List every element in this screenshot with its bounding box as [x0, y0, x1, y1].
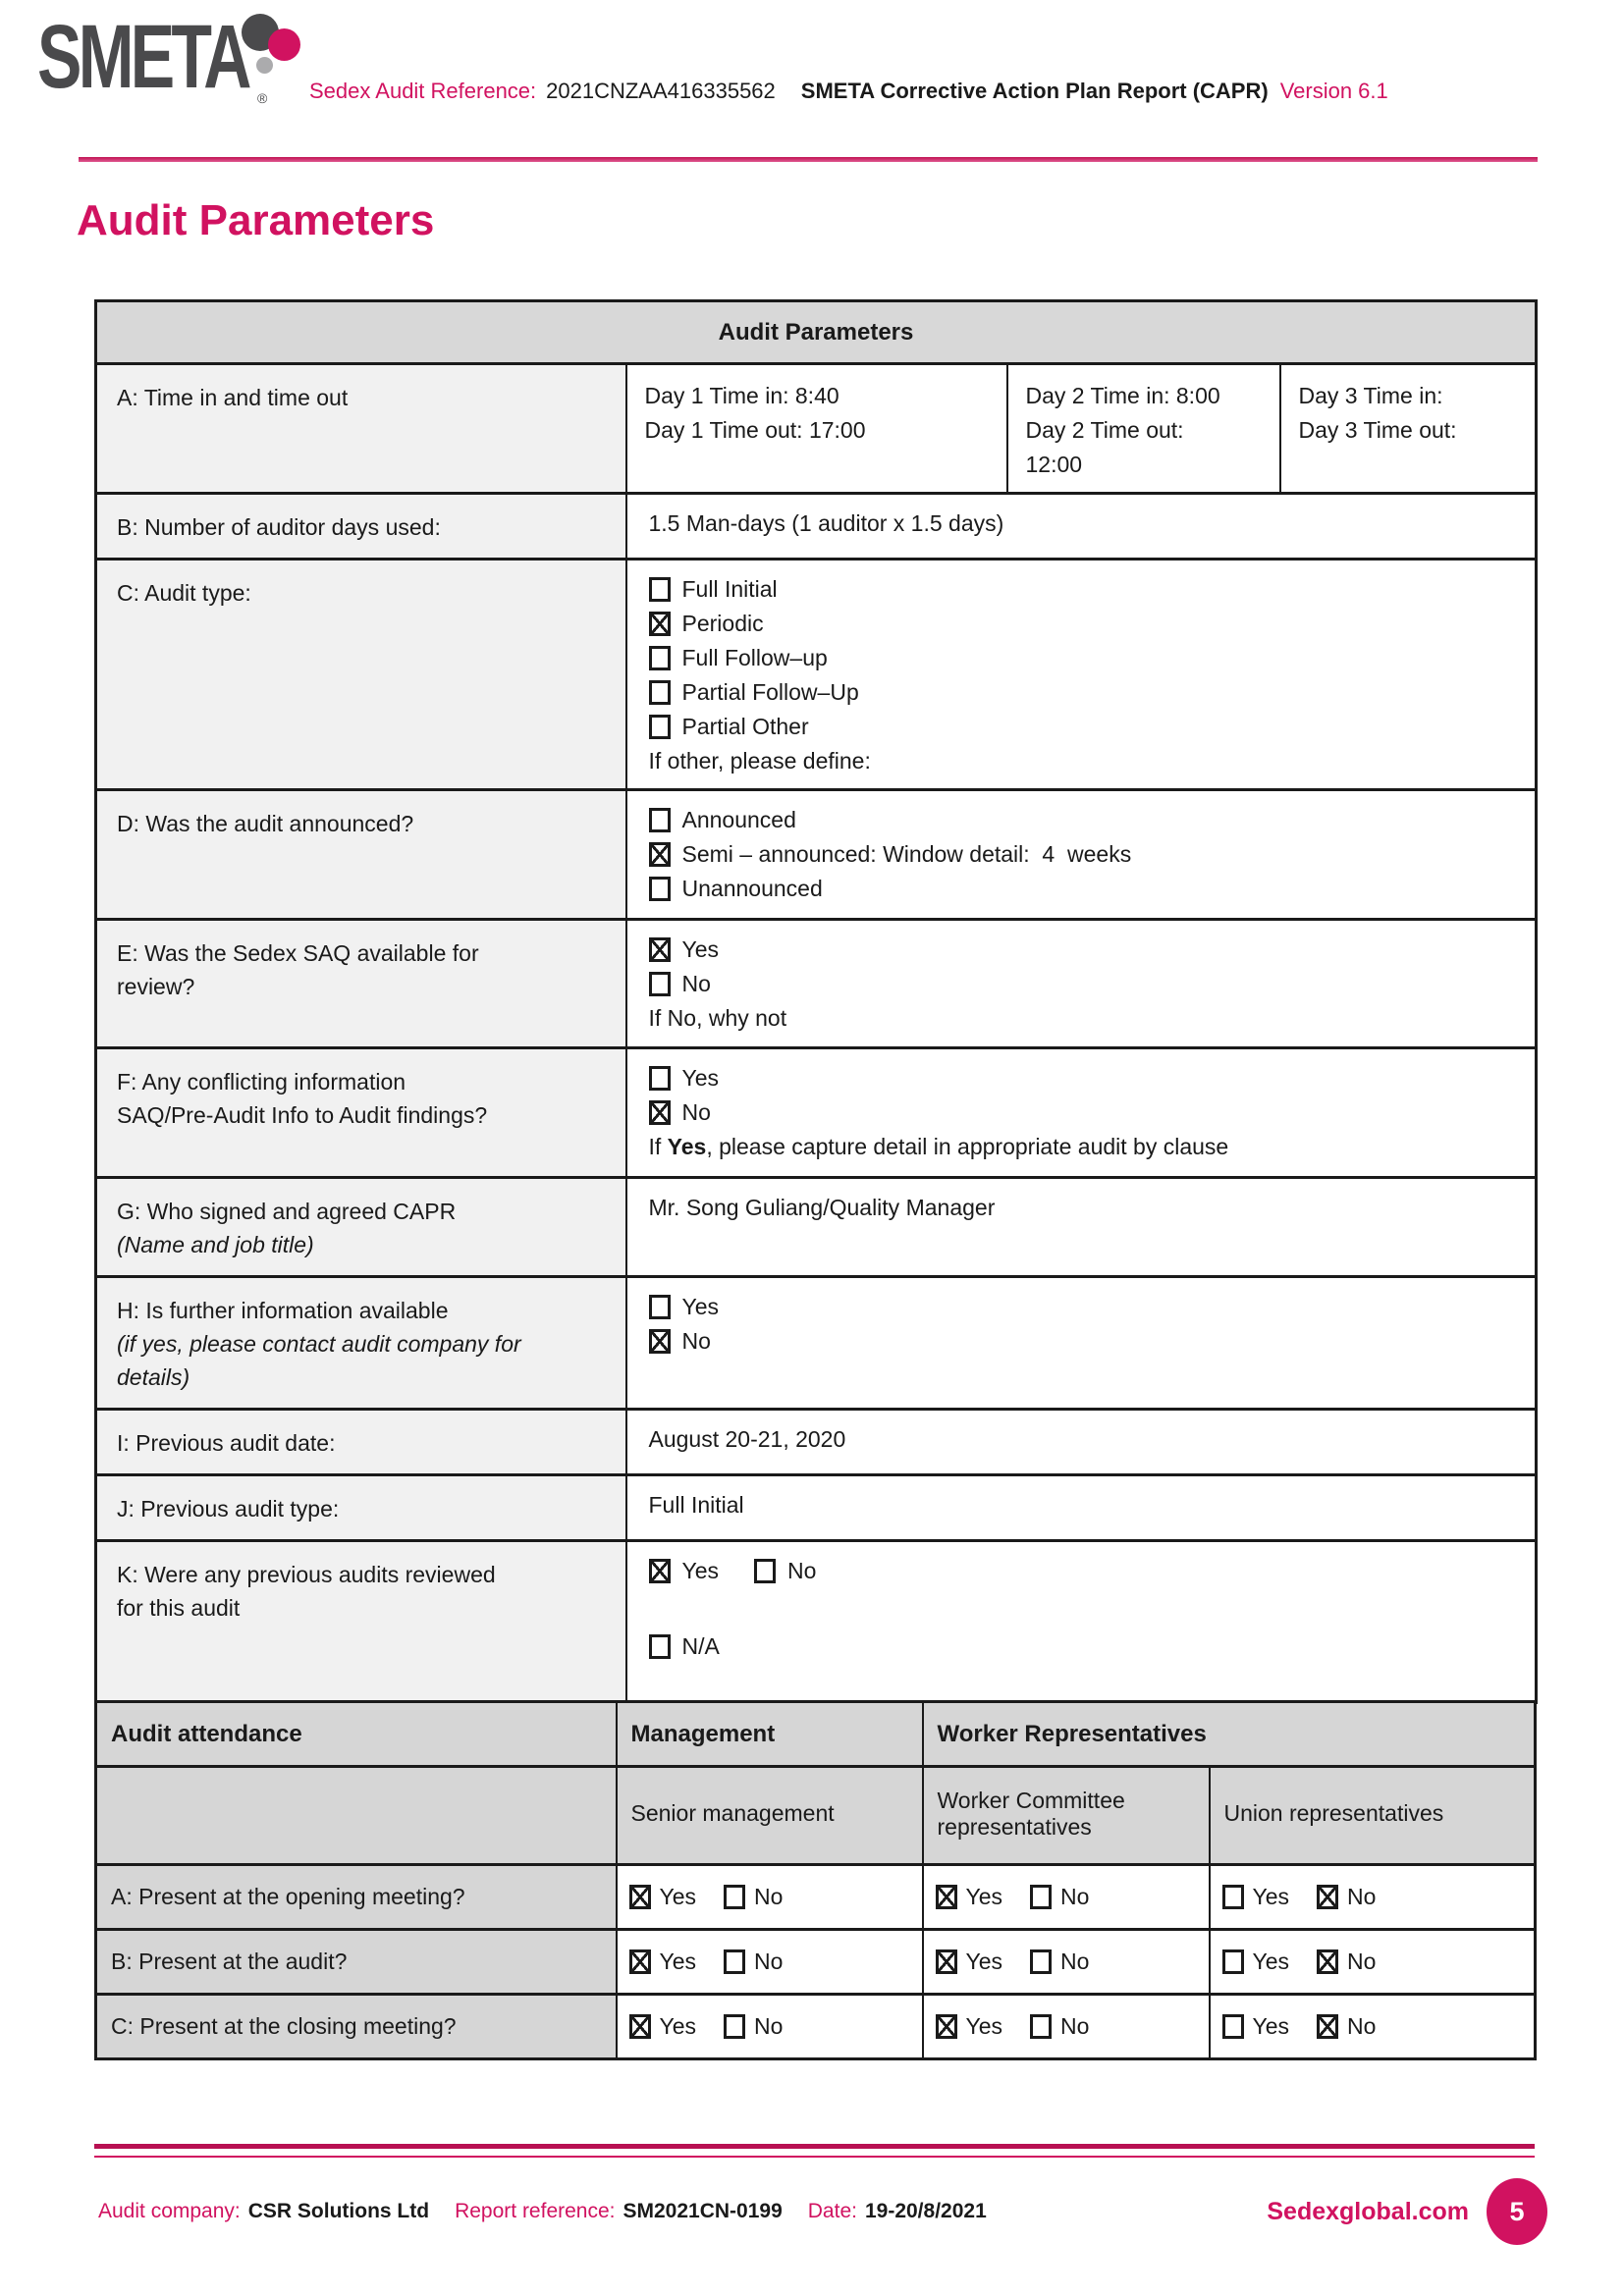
- no-label: No: [1347, 1884, 1377, 1909]
- checkbox-announced[interactable]: [649, 808, 671, 832]
- checkbox-option: [649, 933, 1520, 967]
- params-row-K-label: [96, 1541, 626, 1703]
- yes-no-group: [936, 1949, 1197, 1975]
- audit-attendance-table: [94, 1700, 1537, 2060]
- checkbox-option: [649, 967, 1520, 1001]
- no-option: [1030, 1949, 1089, 1975]
- checkbox-periodic-checked[interactable]: [649, 612, 671, 636]
- text: Mr. Song Guliang/Quality Manager: [648, 1195, 996, 1220]
- checkbox-full-initial[interactable]: [649, 577, 671, 602]
- checkbox-yes-checked[interactable]: [629, 1885, 651, 1909]
- value-line: Day 2 Time out:: [1025, 417, 1184, 443]
- params-row-K-value: [626, 1541, 1537, 1703]
- checkbox-no[interactable]: [724, 1885, 745, 1909]
- label-line: K: Were any previous audits reviewed: [117, 1562, 496, 1587]
- spacer: [649, 1588, 1520, 1629]
- checkbox-label: Partial Follow–Up: [681, 679, 859, 705]
- report-version: Version 6.1: [1279, 79, 1388, 103]
- checkbox-yes[interactable]: [1222, 1885, 1244, 1909]
- checkbox-option: [649, 675, 1520, 710]
- attendance-row-label: C: Present at the closing meeting?: [96, 1995, 617, 2059]
- attendance-cell: [617, 1930, 923, 1995]
- no-option: [1317, 1884, 1376, 1910]
- no-label: No: [1347, 1949, 1377, 1974]
- checkbox-yes[interactable]: [1222, 1949, 1244, 1974]
- footer-divider: [94, 2144, 1535, 2158]
- label-line: F: Any conflicting information: [117, 1069, 406, 1095]
- params-row-G-value: [626, 1178, 1537, 1277]
- attendance-cell: [617, 1995, 923, 2059]
- params-row-J-value: [626, 1475, 1537, 1541]
- no-option: [724, 1884, 783, 1910]
- label-line: D: Was the audit announced?: [117, 811, 414, 836]
- footer-brand: [1267, 2178, 1547, 2245]
- attendance-row-label: B: Present at the audit?: [96, 1930, 617, 1995]
- attendance-cell: [1210, 1995, 1536, 2059]
- params-row-H-label: [96, 1277, 626, 1410]
- attendance-subheader-worker-committee-representatives: Worker Committee representatives: [923, 1767, 1210, 1865]
- label-line: (Name and job title): [117, 1232, 314, 1257]
- report-reference-label: Report reference:: [455, 2200, 616, 2222]
- checkbox-row: [649, 1554, 1520, 1588]
- value-line: 12:00: [1025, 452, 1083, 477]
- text: 1.5 Man-days (1 auditor x 1.5 days): [648, 510, 1004, 536]
- checkbox-option: [649, 1290, 1520, 1324]
- yes-no-group: [936, 2013, 1197, 2040]
- label-line: G: Who signed and agreed CAPR: [117, 1199, 457, 1224]
- yes-no-group: [1222, 1884, 1523, 1910]
- checkbox-no[interactable]: [724, 1949, 745, 1974]
- value-line: [649, 1422, 1520, 1457]
- params-row-D-label: [96, 790, 626, 920]
- checkbox-option: [649, 710, 1520, 744]
- checkbox-label: Yes: [681, 1294, 720, 1319]
- checkbox-no[interactable]: [1030, 2014, 1052, 2039]
- label-line: H: Is further information available: [117, 1298, 449, 1323]
- params-row-G-label: [96, 1178, 626, 1277]
- checkbox-label: Yes: [681, 1558, 720, 1583]
- value-line: Day 1 Time out: 17:00: [644, 417, 866, 443]
- params-row-B-value: [626, 494, 1537, 560]
- attendance-cell: [1210, 1930, 1536, 1995]
- params-row-C-label: [96, 560, 626, 790]
- value-line: [649, 1488, 1520, 1522]
- params-row-H: [96, 1277, 1537, 1410]
- checkbox-label: Periodic: [681, 611, 764, 636]
- checkbox-yes-checked[interactable]: [936, 1949, 957, 1974]
- audit-reference-label: Sedex Audit Reference:: [309, 79, 537, 103]
- checkbox-label: No: [681, 1328, 711, 1354]
- logo-circle-light-icon: [256, 57, 273, 74]
- params-row-I-value: [626, 1410, 1537, 1475]
- yes-option: [1222, 1949, 1290, 1975]
- checkbox-option: [649, 1095, 1520, 1130]
- checkbox-no-checked[interactable]: [1317, 1885, 1338, 1909]
- params-table-header-row: [96, 301, 1537, 364]
- text: If other, please define:: [648, 748, 871, 774]
- text: Full Initial: [648, 1492, 744, 1518]
- bold-text: Yes: [667, 1134, 707, 1159]
- params-row-H-value: [626, 1277, 1537, 1410]
- checkbox-option: [649, 837, 1520, 872]
- checkbox-label: No: [681, 1099, 711, 1125]
- params-row-B-label: [96, 494, 626, 560]
- value-line: Day 1 Time in: 8:40: [644, 383, 839, 408]
- value-line: [649, 507, 1520, 541]
- params-row-F-label: [96, 1048, 626, 1178]
- footer-references: [98, 2200, 1012, 2223]
- no-option: [1317, 1949, 1376, 1975]
- params-row-I: [96, 1410, 1537, 1475]
- yes-no-group: [1222, 2013, 1523, 2040]
- yes-option: [629, 2013, 697, 2040]
- yes-label: Yes: [965, 2013, 1003, 2039]
- label-line: for this audit: [117, 1595, 241, 1621]
- no-label: No: [1060, 1949, 1090, 1974]
- checkbox-no-checked[interactable]: [649, 1329, 671, 1354]
- yes-label: Yes: [659, 1949, 697, 1974]
- params-table-title: Audit Parameters: [96, 301, 1537, 364]
- checkbox-option: [649, 572, 1520, 607]
- checkbox-option: [649, 607, 1520, 641]
- checkbox-label: Unannounced: [681, 876, 823, 901]
- checkbox-option: [649, 1324, 1520, 1359]
- attendance-subheader-union-representatives: Union representatives: [1210, 1767, 1536, 1865]
- params-row-F-value: [626, 1048, 1537, 1178]
- label-line: J: Previous audit type:: [117, 1496, 340, 1522]
- yes-option: [936, 1884, 1003, 1910]
- attendance-header-row-2: [96, 1767, 1536, 1865]
- yes-label: Yes: [965, 1884, 1003, 1909]
- attendance-cell: [923, 1995, 1210, 2059]
- checkbox-yes[interactable]: [649, 1295, 671, 1319]
- value-line: [649, 1191, 1520, 1225]
- label-line: (if yes, please contact audit company for: [117, 1331, 521, 1357]
- label-line: C: Audit type:: [117, 580, 251, 606]
- audit-parameters-table: [94, 299, 1538, 1704]
- params-row-D-value: [626, 790, 1537, 920]
- checkbox-label: Semi – announced: Window detail: 4 weeks: [681, 841, 1132, 867]
- page-title: Audit Parameters: [77, 196, 435, 244]
- params-row-C-value: [626, 560, 1537, 790]
- report-reference-value: SM2021CN-0199: [623, 2200, 783, 2222]
- checkbox-no[interactable]: [1030, 1885, 1052, 1909]
- yes-label: Yes: [1252, 2013, 1290, 2039]
- yes-label: Yes: [1252, 1949, 1290, 1974]
- no-option: [724, 2013, 783, 2040]
- checkbox-no[interactable]: [724, 2014, 745, 2039]
- checkbox-yes[interactable]: [649, 1066, 671, 1091]
- yes-no-group: [629, 1949, 910, 1975]
- attendance-title: Audit attendance: [96, 1702, 617, 1767]
- params-row-E-value: [626, 920, 1537, 1048]
- yes-no-group: [629, 1884, 910, 1910]
- checkbox-yes-checked[interactable]: [629, 2014, 651, 2039]
- text: If: [648, 1134, 668, 1159]
- checkbox-option: [649, 1629, 1520, 1664]
- no-option: [724, 1949, 783, 1975]
- attendance-cell: [617, 1865, 923, 1930]
- checkbox-label: Yes: [681, 1065, 720, 1091]
- checkbox-full-follow-up[interactable]: [649, 646, 671, 670]
- checkbox-option: [649, 1061, 1520, 1095]
- audit-company-label: Audit company:: [98, 2200, 241, 2222]
- value-line: [649, 1001, 1520, 1036]
- checkbox-option: [649, 803, 1520, 837]
- checkbox-semi-announced-window-detail-4-weeks-checked[interactable]: [649, 842, 671, 867]
- params-row-I-label: [96, 1410, 626, 1475]
- checkbox-label: Yes: [681, 936, 720, 962]
- attendance-cell: [923, 1930, 1210, 1995]
- no-label: No: [1060, 2013, 1090, 2039]
- attendance-row-c: [96, 1995, 1536, 2059]
- label-line: B: Number of auditor days used:: [117, 514, 441, 540]
- checkbox-no[interactable]: [649, 972, 671, 996]
- yes-option: [936, 1949, 1003, 1975]
- checkbox-option: [649, 1558, 720, 1584]
- params-row-J-label: [96, 1475, 626, 1541]
- checkbox-n-a[interactable]: [649, 1634, 671, 1659]
- checkbox-no-checked[interactable]: [649, 1100, 671, 1125]
- value-line: Day 2 Time in: 8:00: [1025, 383, 1220, 408]
- attendance-col-management: Management: [617, 1702, 923, 1767]
- checkbox-unannounced[interactable]: [649, 877, 671, 901]
- yes-label: Yes: [659, 2013, 697, 2039]
- checkbox-label: Full Follow–up: [681, 645, 828, 670]
- attendance-cell: [1210, 1865, 1536, 1930]
- page-number-badge: 5: [1487, 2178, 1547, 2245]
- checkbox-label: N/A: [681, 1633, 720, 1659]
- checkbox-yes-checked[interactable]: [936, 2014, 957, 2039]
- audit-reference-value: 2021CNZAA416335562: [546, 79, 776, 103]
- params-row-A-cell-2: [1007, 364, 1280, 494]
- yes-no-group: [1222, 1949, 1523, 1975]
- label-line: I: Previous audit date:: [117, 1430, 336, 1456]
- no-label: No: [1347, 2013, 1377, 2039]
- params-row-E-label: [96, 920, 626, 1048]
- attendance-row-b: [96, 1930, 1536, 1995]
- attendance-row-a: [96, 1865, 1536, 1930]
- yes-option: [1222, 2013, 1290, 2040]
- audit-company-value: CSR Solutions Ltd: [247, 2200, 430, 2222]
- no-label: No: [754, 1884, 784, 1909]
- no-option: [1030, 1884, 1089, 1910]
- params-row-E: [96, 920, 1537, 1048]
- checkbox-label: No: [787, 1558, 817, 1583]
- no-option: [1030, 2013, 1089, 2040]
- footer: [98, 2177, 1547, 2246]
- params-row-G: [96, 1178, 1537, 1277]
- yes-option: [936, 2013, 1003, 2040]
- params-row-A-cell-3: [1280, 364, 1537, 494]
- value-line: Day 3 Time out:: [1298, 417, 1457, 443]
- checkbox-label: Full Initial: [681, 576, 778, 602]
- date-label: Date:: [807, 2200, 857, 2222]
- checkbox-partial-follow-up[interactable]: [649, 680, 671, 705]
- params-row-C: [96, 560, 1537, 790]
- header-meta: [309, 79, 1388, 104]
- yes-label: Yes: [1252, 1884, 1290, 1909]
- attendance-row-label: A: Present at the opening meeting?: [96, 1865, 617, 1930]
- value-line: Day 3 Time in:: [1298, 383, 1443, 408]
- yes-option: [629, 1884, 697, 1910]
- checkbox-partial-other[interactable]: [649, 715, 671, 739]
- registered-trademark-icon: ®: [257, 90, 268, 106]
- attendance-cell: [923, 1865, 1210, 1930]
- yes-label: Yes: [659, 1884, 697, 1909]
- label-line: review?: [117, 974, 195, 999]
- params-row-D: [96, 790, 1537, 920]
- yes-no-group: [629, 2013, 910, 2040]
- params-row-B: [96, 494, 1537, 560]
- no-option: [1317, 2013, 1376, 2040]
- label-line: E: Was the Sedex SAQ available for: [117, 940, 479, 966]
- text: , please capture detail in appropriate audit by clause: [706, 1134, 1229, 1159]
- checkbox-label: No: [681, 971, 711, 996]
- checkbox-yes-checked[interactable]: [649, 1559, 671, 1583]
- no-label: No: [754, 1949, 784, 1974]
- smeta-logo-text: SMETA: [37, 7, 248, 107]
- checkbox-option: [649, 872, 1520, 906]
- checkbox-option: [754, 1558, 816, 1584]
- yes-option: [629, 1949, 697, 1975]
- checkbox-no[interactable]: [754, 1559, 776, 1583]
- checkbox-yes[interactable]: [1222, 2014, 1244, 2039]
- label-line: details): [117, 1364, 190, 1390]
- text: August 20-21, 2020: [648, 1426, 846, 1452]
- checkbox-no[interactable]: [1030, 1949, 1052, 1974]
- checkbox-option: [649, 641, 1520, 675]
- label-line: A: Time in and time out: [117, 385, 349, 410]
- smeta-logo: [37, 7, 361, 124]
- attendance-col-worker-representatives: Worker Representatives: [923, 1702, 1536, 1767]
- yes-label: Yes: [965, 1949, 1003, 1974]
- date-value: 19-20/8/2021: [864, 2200, 987, 2222]
- checkbox-label: Partial Other: [681, 714, 809, 739]
- params-row-A-label: [96, 364, 626, 494]
- yes-option: [1222, 1884, 1290, 1910]
- text: If No, why not: [648, 1005, 787, 1031]
- checkbox-no-checked[interactable]: [1317, 2014, 1338, 2039]
- params-row-A-cell-1: [626, 364, 1007, 494]
- checkbox-label: Announced: [681, 807, 796, 832]
- value-line: [649, 1130, 1520, 1164]
- params-row-J: [96, 1475, 1537, 1541]
- attendance-subheader-senior-management: Senior management: [617, 1767, 923, 1865]
- checkbox-no-checked[interactable]: [1317, 1949, 1338, 1974]
- logo-circle-pink-icon: [268, 28, 300, 61]
- header-divider: [79, 157, 1538, 162]
- report-title: SMETA Corrective Action Plan Report (CAPR): [800, 79, 1269, 103]
- label-line: SAQ/Pre-Audit Info to Audit findings?: [117, 1102, 488, 1128]
- no-label: No: [1060, 1884, 1090, 1909]
- params-row-K: [96, 1541, 1537, 1703]
- value-line: [649, 744, 1520, 778]
- checkbox-yes-checked[interactable]: [936, 1885, 957, 1909]
- attendance-subheader-empty: [96, 1767, 617, 1865]
- checkbox-yes-checked[interactable]: [629, 1949, 651, 1974]
- params-row-A: [96, 364, 1537, 494]
- yes-no-group: [936, 1884, 1197, 1910]
- no-label: No: [754, 2013, 784, 2039]
- checkbox-yes-checked[interactable]: [649, 937, 671, 962]
- attendance-header-row-1: [96, 1702, 1536, 1767]
- sedexglobal-link[interactable]: Sedexglobal.com: [1267, 2197, 1469, 2225]
- params-row-F: [96, 1048, 1537, 1178]
